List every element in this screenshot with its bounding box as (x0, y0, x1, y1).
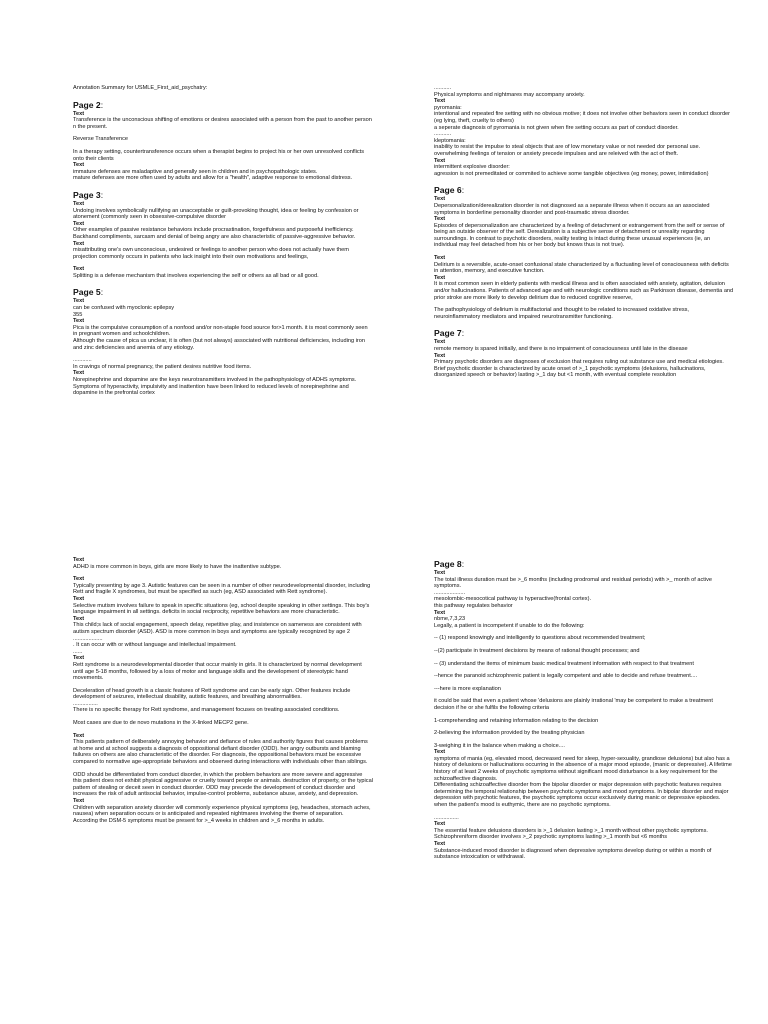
annotation-label: Text (434, 274, 446, 281)
annotation-text: It is most common seen in elderly patients with medical illness and is often associated with anxiety, agitation, delusion and/or hallucinations. Patients of advanced age and with neurologic conditions such as Parkinson disease, dementia and prior stroke are more likely to develop delirium due to reduced cognitive reserve, (434, 281, 735, 301)
annotation-text: can be confused with myoclonic epilepsy (73, 305, 175, 312)
annotation-label: Text (73, 557, 85, 563)
annotation-text: mature defenses are more often used by adults and allow for a "health", adaptive response to emotional distress. (73, 175, 353, 182)
annotation-text: ............ (73, 357, 92, 364)
annotation-label: Text (73, 240, 85, 247)
annotation-text: ---here is more explanation (434, 685, 501, 692)
annotation-text: nbme,7,3,23 (434, 616, 466, 623)
paragraph-spacer (73, 182, 373, 188)
annotation-text: Although the cause of pica us unclear, it is often (but not always) associated with nutritional deficiencies, including iron and zinc deficiencies and anemia of any etiology. (73, 338, 367, 351)
annotation-label: Text (73, 655, 85, 662)
annotation-text: Depersonalization/derealization disorder is not diagnosed as a separate illness when it occurs as an associated symptoms in borderline personality disorder and post-traumatic stress disorder. (434, 202, 712, 216)
annotation-text: The total illness duration must be >_6 months (including prodromal and residual periods) with >_ month of active symptoms. (434, 576, 714, 590)
annotation-text: agression is not premeditated or commited to achieve some tangible objectives (eg money, power, intimidation) (434, 170, 709, 177)
annotation-text: Deceleration of head growth is a classic features of Rett syndrome and can be early sign. Other features include development of seizures, intellectual disability, autistic features, and breathing abnormalities. (73, 687, 352, 701)
page-heading-label: Page 2 (73, 99, 101, 110)
annotation-label: Text (434, 352, 446, 359)
annotation-text: projection commonly occurs in patients who lack insight into their own motivations and feelings, (73, 253, 309, 260)
paragraph-spacer (73, 92, 373, 98)
page-heading (434, 328, 734, 339)
annotation-text: ODD should be differentiated from conduct disorder, in which the problem behaviors are more severe and aggressive (73, 771, 363, 778)
annotation-text: intentional and repeated fire setting with no obvious motive; it does not involve other behaviors seen in conduct disorder (eg lying, theft, cruelty to others) (434, 111, 732, 124)
annotation-text: Physical symptoms and nightmares may accompany anxiety. (434, 91, 585, 98)
annotation-text: There is no specific therapy for Rett syndrome, and management focuses on treating associated conditions. (73, 707, 340, 714)
annotation-label: Text (73, 266, 85, 273)
annotation-label: Text (434, 841, 446, 847)
page-heading (434, 559, 734, 570)
annotation-text: In cravings of normal pregnancy, the patient desires nutritive food items. (73, 363, 252, 370)
annotation-text: Typically presenting by age 3. Autistic features can be seen in a number of other neurodevelopmental disorder, including Rett and fragile X syndromes, but must be specified as such (eg, ASD associated with Rett syndrome). (73, 582, 372, 596)
annotation-column-bottom-right (434, 557, 734, 861)
annotation-label: Text (73, 200, 85, 207)
annotation-text: Annotation Summary for USMLE_First_aid_psychatry: (73, 85, 208, 91)
annotation-text: kleptomania: (434, 137, 466, 144)
page-heading-label: Page 6 (434, 185, 462, 196)
annotation-text: Undoing involves symbolically nullifying an unacceptable or guilt-provoking thought, idea or feeling by confession or atonement (commonly seen in obsessive-compulsive disorder (73, 207, 361, 221)
annotation-label: Text (434, 570, 446, 576)
annotation-column-top-left (73, 85, 373, 397)
annotation-text: --(2) participate in treatment decisions by means of rational thought processes; and (434, 647, 640, 654)
page-heading (434, 185, 734, 196)
annotation-text: ................... (73, 635, 103, 642)
heading-colon: : (461, 559, 465, 569)
annotation-text: ...... (73, 648, 83, 655)
annotation-text: Norepinephrine and dopamine are the keys neurotransmitters involved in the pathophysiology of ADHS symptoms. Symptoms of hyperactivity, impulsivity and inattention have been linked to reduced levels of norepinephrine and dopamine in the prefrontal cortex (73, 377, 358, 397)
annotation-text: Schizophreniform disorder involves >_2 psychotic symptoms lasting >_1 month but <6 months (434, 834, 668, 841)
annotation-label: Text (73, 370, 85, 377)
annotation-text: misattributing one's own unconscious, undesired or feelings to another person who does not actually have them (73, 247, 349, 254)
annotation-text: Legally, a patient is incompetent if unable to do the following: (434, 622, 585, 629)
heading-colon: : (461, 328, 465, 339)
annotation-label: Text (434, 255, 446, 262)
annotation-text: The pathophysiology of delirium is multifactorial and thought to be related to increased oxidative stress, neuroinflammatory mediators and impaired neurotransmitter functioning. (434, 307, 691, 320)
annotation-label: Text (73, 576, 85, 583)
annotation-label: Text (73, 615, 85, 622)
annotation-text: Episodes of depersonalization are characterized by a feeling of detachment or estrangement from the self or sense of being an outside observer of the self. Derealization is a subjective sense of detachment or unreality regarding surroundings. In contrast to psychotic disorders, reality testing is intact during these unusual experiences (ie, an individual may feel detached from his or her body but knows thus is not true). (434, 222, 726, 249)
heading-colon: : (100, 287, 104, 298)
annotation-text: ADHD is more common in boys, girls are more likely to have the inattentive subtype. (73, 563, 282, 570)
annotation-text: a seperate diagnosis of pyromania is not given when fire setting occurs as part of conduct disorder. (434, 124, 679, 131)
annotation-label: Text (73, 798, 85, 804)
annotation-text: Primary psychotic disorders are diagnoses of exclusion that requires ruling out substance use and medical etiologies. Brief psychotic disorder is characterized by acute onset of >_1 psychotic symptoms (delusions, hallucinations, disorganized speech or behavior) lasting >_1 day but <1 month, with eventual complete resolution (434, 359, 726, 379)
annotation-label: Text (73, 110, 85, 117)
heading-colon: : (100, 99, 104, 110)
annotation-text: . It can occur with or without language and intellectual impairment. (73, 642, 237, 649)
paragraph-spacer (73, 279, 373, 285)
annotation-label: Text (434, 609, 446, 616)
annotation-label: Text (73, 318, 85, 325)
annotation-text: overwhelming feelings of tension or anxiety precede impulses and are releived with the act of theft. (434, 150, 679, 157)
annotation-text: 2-believing the information provided by the treating physician (434, 730, 585, 737)
annotation-text: Differentiating schizoaffective disorder from the bipolar disorder or major depression with psychotic features requires determining the temporal relationship between psychotic symptoms and mood symptoms. In bipolar disorder and major depression with psychotic features, the psychotic symptoms occur exclusively during manic or depressive episodes. when the patient's mood is euthymic, there are no psychotic symptoms. (434, 782, 730, 809)
annotation-text: Reverse Transference (73, 136, 129, 143)
annotation-label: Text (434, 157, 446, 164)
annotation-text: Pica is the compulsive consumption of a nonfood and/or non-staple food source for>1 month. it is most commonly seen in pregnant women and schoolchildren. (73, 324, 370, 338)
annotation-label: Text (434, 821, 446, 828)
annotation-text: This child;s lack of social engagement, speech delay, repetitive play, and insistence on sameness are consistent with autism spectrum disorder (ASD). ASD is more common in boys and symptoms are typically recognized by age 2 (73, 622, 364, 635)
annotation-text: this patient does not exhibit physical aggressive or cruelty toward people or animals. destruction of property, or the typical pattern of stealing or deceit seen in conduct disorder. ODD may precede the development of conduct disorder and increases the risk of adult antisocial behavior, impulse-control problems, substance abuse, anxiety, and depression. (73, 778, 375, 798)
annotation-column-bottom-left (73, 557, 373, 824)
annotation-text: -- (3) understand the items of minimum basic medical treatment information with respect to that treatment (434, 660, 694, 667)
annotation-text: .................... (434, 589, 466, 596)
annotation-text: 1-comprehending and retaining information relating to the decision (434, 717, 599, 724)
annotation-label: Text (434, 749, 446, 756)
annotation-text: The essential feature delusions disorders is >_1 delusion lasting >_1 month without other psychotic symptoms. (434, 827, 708, 834)
annotation-label: Text (73, 732, 85, 739)
page-heading (73, 287, 373, 298)
annotation-text: Transference is the unconscious shifting of emotions or desires associated with a person from the past to another person n the present. (73, 117, 374, 130)
annotation-label: Text (73, 220, 85, 227)
heading-colon: : (100, 189, 104, 200)
annotation-text: Other examples of passive resistance behaviors include procrastination, forgetfulness and purposeful inefficiency. Backhand compliments, sarcasm and denial of being angry are also characteristic of passive-aggressive behavior. (73, 227, 356, 240)
page-heading-label: Page 8 (434, 559, 462, 569)
annotation-text: mesolombic-mesocotical pathway is hyperactive(frontal cortex). (434, 596, 591, 603)
annotation-text: Children with separation anxiety disorder will commonly experience physical symptoms (eg, headaches, stomach aches, nausea) when separation occurs or is anticipated and repeated nightmares involving the theme of separation. (73, 804, 373, 818)
annotation-label: Text (434, 98, 446, 105)
annotation-text: it could be said that even a patient whose 'delusions are plainly irrational 'may be competent to make a treatment decision if he or she fulfils the following criteria (434, 698, 715, 711)
annotation-label: Text (73, 595, 85, 602)
annotation-text: ................ (434, 814, 459, 821)
annotation-text: Selective mutism involves failure to speak in specific situations (eg, school despite speaking in other settings. This boy's language impairment in all settings. deficits in social reciprocity, repetitive behaviors are more characteristic. (73, 602, 371, 616)
annotation-text: ........... (434, 85, 452, 91)
heading-colon: : (461, 185, 465, 196)
annotation-text: Substance-induced mood disorder is diagnosed when depressive symptoms develop during or within a month of substance intoxication or withdrawal. (434, 847, 713, 861)
page-heading-label: Page 7 (434, 328, 462, 339)
annotation-text: Splitting is a defense mechanism that involves experiencing the self or others as all bad or all good. (73, 272, 319, 279)
annotation-text: According the DSM-5 symptoms must be present for >_4 weeks in children and >_6 months in adults. (73, 817, 325, 824)
annotation-text: --hence the paranoid schizophrenic patient is legally competent and able to decide and refuse treatment.... (434, 673, 698, 680)
annotation-text: 355 (73, 311, 83, 318)
annotation-label: Text (434, 216, 446, 223)
annotation-label: Text (434, 196, 446, 203)
annotation-text: -- (1) respond knowingly and intelligently to questions about recommended treatment; (434, 635, 646, 642)
page-heading (73, 100, 373, 111)
annotation-label: Text (73, 298, 85, 305)
annotation-text: In a therapy setting, countertransference occurs when a therapist begins to project his or her own unresolved conflicts onto their clients (73, 148, 366, 162)
annotation-text: ........... (434, 131, 452, 138)
annotation-text: immature defenses are maladaptive and generally seen in children and in psychopathologic states. (73, 168, 318, 175)
annotation-text: Rett syndrome is a neurodevelopmental disorder that occur mainly in girls. It is characterized by normal development until age 5-18 months, followed by a loss of motor and language skills and the development of stereotypic hand movements. (73, 661, 364, 682)
annotation-text: 3-weighing it in the balance when making a choice.... (434, 742, 565, 749)
annotation-text: pyromania: (434, 104, 462, 111)
annotation-label: Text (73, 162, 85, 169)
annotation-label: Text (434, 339, 446, 346)
page-heading-label: Page 5 (73, 287, 101, 298)
annotation-text: Delirium is a reversible, acute-onset confusional state characterized by a fluctuating level of consciousness with deficits in attention, memory, and executive function. (434, 261, 731, 275)
annotation-text: ................ (73, 700, 98, 707)
paragraph-spacer (434, 320, 734, 326)
annotation-text: inability to resist the impulse to steal objects that are of low monetary value or not needed dor personal use. (434, 144, 701, 151)
annotation-text: This patients pattern of deliberately annoying behavior and defiance of rules and authority figures that causes problems at home and at school suggests a diagnosis of oppositional defiant disorder (ODD). her angry outbursts and blaming failures on others are also characteristic of the disorder. For diagnosis, the oppositional behaviors must be excessive compared to normative age-appropriate behaviors and observed during interactions with individuals other than siblings. (73, 739, 370, 766)
annotation-column-top-right (434, 85, 734, 379)
annotation-text: symptoms of mania (eg, elevated mood, decreased need for sleep, hyper-sexuality, grandiose delusions) but also has a history of delusions or hallucinations occurring in the absence of a major mood episode, (manic or depressive). A lifetime history of at least 2 weeks of psychotic symptoms without significant mood disturbance is a key requirement for the schizoaffective diagnosis. (434, 755, 734, 782)
page-heading-label: Page 3 (73, 189, 101, 200)
page-heading (73, 190, 373, 201)
annotation-text: this pathway regulates behavior (434, 602, 513, 609)
annotation-text: remote memory is spared initially, and there is no impairment of consciousness until late in the disease (434, 346, 688, 352)
annotation-text: Most cases are due to de novo mutations in the X-linked MECP2 gene. (73, 720, 249, 727)
paragraph-spacer (434, 177, 734, 183)
annotation-text: intermittent explosive disorder: (434, 164, 510, 171)
